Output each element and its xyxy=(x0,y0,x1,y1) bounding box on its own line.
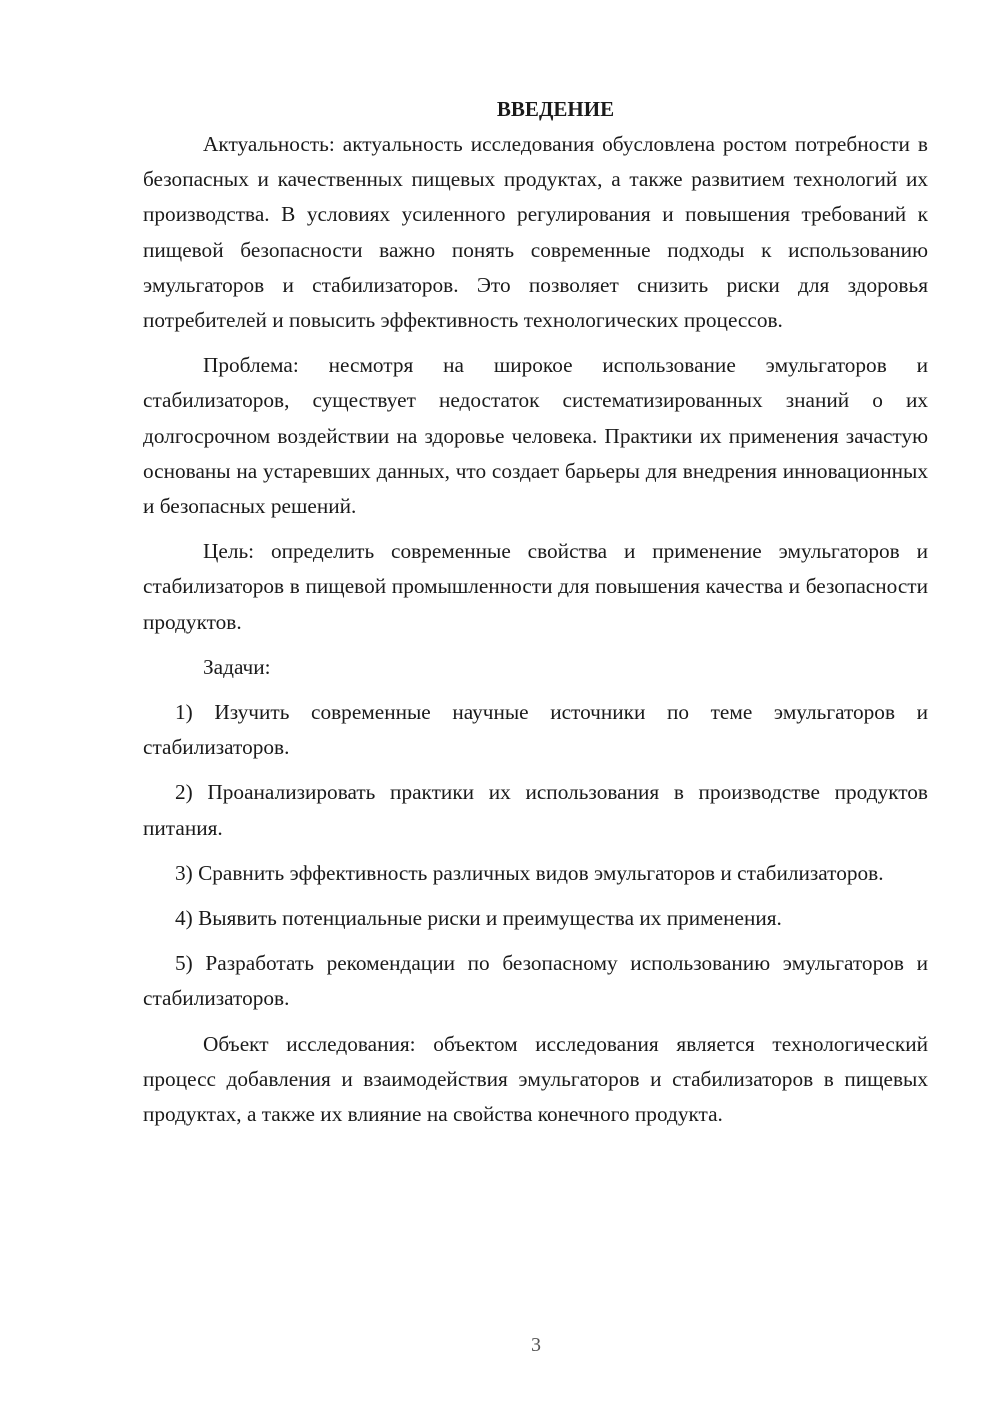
paragraph-goal: Цель: определить современные свойства и применение эмульгаторов и стабилизаторов в пищевой промышленности для повышения качества и безопасности продуктов. xyxy=(143,539,928,634)
task-item-4: 4) Выявить потенциальные риски и преимущества их применения. xyxy=(175,906,782,931)
task-item-1: 1) Изучить современные научные источники по теме эмульгаторов и стабилизаторов. xyxy=(143,700,928,760)
task-item-5: 5) Разработать рекомендации по безопасному использованию эмульгаторов и стабилизаторов. xyxy=(143,951,928,1011)
page-title: ВВЕДЕНИЕ xyxy=(496,97,615,121)
paragraph-object: Объект исследования: объектом исследования является технологический процесс добавления и взаимодействия эмульгаторов и стабилизаторов в пищевых продуктах, а также их влияние на свойства конечного продукта. xyxy=(143,1031,928,1127)
paragraph-relevance: Актуальность: актуальность исследования обусловлена ростом потребности в безопасных и качественных пищевых продуктах, а также развитием технологий их производства. В условиях усиленного регулирования и повышения требований к пищевой безопасности важно понять современные подходы к использованию эмульгаторов и стабилизаторов. Это позволяет снизить риски для здоровья потребителей и повысить эффективность технологических процессов. xyxy=(143,132,928,333)
task-item-3: 3) Сравнить эффективность различных видов эмульгаторов и стабилизаторов. xyxy=(175,860,884,885)
paragraph-problem: Проблема: несмотря на широкое использование эмульгаторов и стабилизаторов, существует недостаток систематизированных знаний о их долгосрочном воздействии на здоровье человека. Практики их применения зачастую основаны на устаревших данных, что создает барьеры для внедрения инновационных и безопасных решений. xyxy=(143,353,928,519)
tasks-heading: Задачи: xyxy=(203,654,271,679)
document-page xyxy=(143,92,928,1132)
task-item-2: 2) Проанализировать практики их использования в производстве продуктов питания. xyxy=(143,780,928,840)
page-number: 3 xyxy=(531,1334,541,1356)
